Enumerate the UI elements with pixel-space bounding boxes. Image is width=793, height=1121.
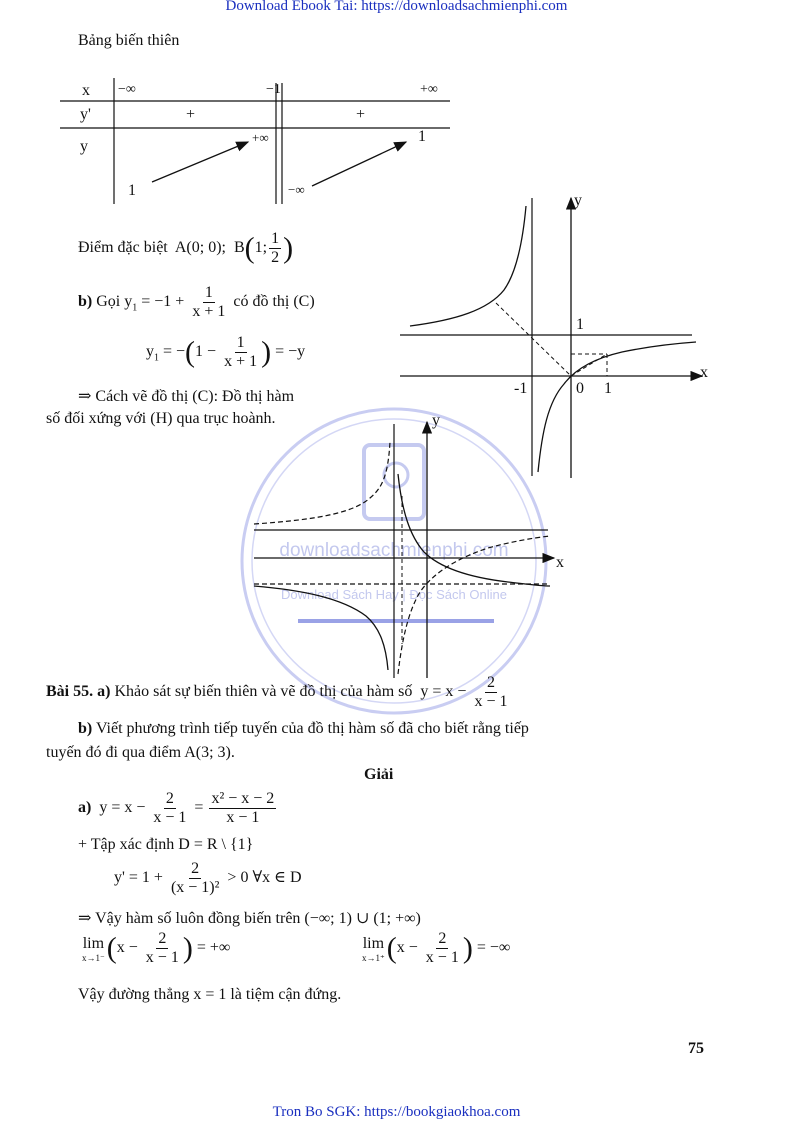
graph2-y-label: y [432, 412, 440, 429]
solution-line1: a) y = x − $\frac{2}{x - 1}$ = $\frac{\text{x² − x − 2}}{x - 1}$ [78, 790, 275, 826]
solution-domain: + Tập xác định D = R \ {1} [78, 836, 254, 853]
watermark-tagline: Download Sách Hay | Đọc Sách Online [281, 587, 507, 602]
graph1-label-1-x: 1 [604, 380, 612, 397]
increase-arrow-right [312, 142, 406, 186]
vt-y-pos-inf: +∞ [252, 130, 269, 145]
vt-y-start: 1 [128, 182, 136, 199]
vt-sign-left: + [186, 106, 196, 123]
graph1-label-0: 0 [576, 380, 584, 397]
watermark-site: downloadsachmienphi.com [279, 540, 509, 561]
vt-sign-right: + [356, 106, 366, 123]
vt-y-neg-inf: −∞ [288, 182, 305, 197]
graph1-label-1-y: 1 [576, 316, 584, 333]
solution-conclusion: Vậy đường thẳng x = 1 là tiệm cận đứng. [78, 986, 342, 1003]
header-link[interactable]: Download Ebook Tai: https://downloadsachmienphi.com [225, 0, 568, 14]
curve-left-branch [254, 586, 388, 670]
solution-limit-left: lim x→1⁻ (x − $\frac{2}{x - 1}$ ) = +∞ [82, 930, 231, 966]
curve-left-branch [410, 206, 526, 326]
part-b-line2: $y_1 = -(1$ − $\frac{1}{x + 1}$ ) = −y [146, 334, 306, 370]
graph1-y-label: y [574, 192, 582, 209]
graph-curve-c [252, 416, 572, 682]
page-number: 75 [688, 1040, 704, 1057]
bai55-line-b2: tuyến đó đi qua điểm A(3; 3). [46, 744, 235, 761]
vt-x-pos-inf: +∞ [420, 82, 438, 97]
part-b-line4: số đối xứng với (H) qua trục hoành. [46, 410, 276, 427]
bai55-line-a: Bài 55. a) Khảo sát sự biến thiên và vẽ đồ thị của hàm số y = x − $\frac{2}{x - 1}$ [46, 674, 508, 710]
special-points-line: Điểm đặc biệt A(0; 0); B(1; $\frac{1}{2}$ ) [78, 230, 294, 266]
vt-x-neg-inf: −∞ [118, 82, 136, 97]
vt-y-end: 1 [418, 128, 426, 145]
graph2-x-label: x [556, 554, 564, 571]
bai55-line-b1: b) Viết phương trình tiếp tuyến của đồ thị hàm số đã cho biết rằng tiếp [78, 720, 529, 737]
vt-row-x: x [82, 82, 90, 99]
part-b-line3: ⇒ Cách vẽ đồ thị (C): Đồ thị hàm [78, 388, 295, 405]
solution-derivative: y' = 1 + $\frac{2}{\text{(x − 1)²}}$ > 0 ∀x ∈ D [114, 860, 302, 896]
graph1-x-label: x [700, 364, 708, 381]
graph1-label-neg1: -1 [514, 380, 528, 397]
solution-heading: Giải [364, 766, 394, 783]
footer-link[interactable]: Tron Bo SGK: https://bookgiaokhoa.com [272, 1104, 521, 1120]
vt-row-yprime: y' [80, 106, 91, 123]
part-b-line1: b) Gọi $y_1 = -1$ + $\frac{1}{x + 1}$ có đồ thị (C) [78, 284, 315, 320]
solution-monotonic: ⇒ Vậy hàm số luôn đồng biến trên (−∞; 1) ∪ (1; +∞) [78, 910, 421, 927]
variation-table-title: Bảng biến thiên [78, 32, 180, 49]
solution-limit-right: lim x→1⁺ (x − $\frac{2}{x - 1}$ ) = −∞ [362, 930, 511, 966]
vt-x-minus-one: −1 [266, 82, 281, 97]
vt-row-y: y [80, 138, 88, 155]
increase-arrow-left [152, 142, 248, 182]
